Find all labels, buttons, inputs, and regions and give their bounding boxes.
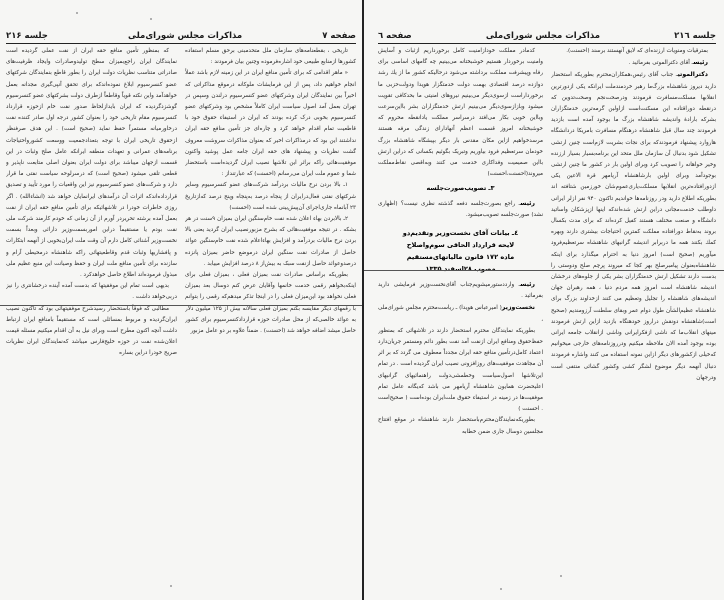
page-header xyxy=(378,27,716,44)
session-number: جلسه ۲۱٦ xyxy=(674,31,716,41)
speaker-paragraph xyxy=(378,279,543,302)
speaker-name: رئیس xyxy=(520,281,535,289)
running-title: مذاکرات مجلس شورای‌ملی xyxy=(485,31,601,41)
speaker-paragraph xyxy=(551,57,716,69)
column-left xyxy=(6,46,177,590)
paragraph: مطالبی که فوقاً باستحضار رسیدشرح موفقیتهائی بود که تاکنون نصیب ایران‌گردیده و مربوط بمسائلی است که مستقیماً بامنافع ایران ارتباط داشت آنچه اکنون مطرح است وبرای نیل به آن اقدام میکنیم مسئله قیمت اعلان‌شده نفت در حوزه خلیج‌فارس میباشد که‌نمایندگان ایران نظریات صریح خودرا دراین بساره xyxy=(6,305,177,357)
speaker-name: دکترالموتی xyxy=(677,71,708,79)
speaker-paragraph xyxy=(378,198,543,221)
paragraph: « ماهر اقدامی که برای تأمین منافع ایران در این زمینه لازم باشد عملاً انجام خواهیم داد، پس از این فرمایشات ملوکانه درموقع مذاکراتی که اخیراً بین نمایندگان ایران وشرکتهای عضو کنسرسیوم درلندن وسپس در تهران بعمل آمد اصول سیاست ایران کاملاً مشخص بود وشرکتهای عضو کنسرسیوم بخوبی درک کرده بودند که ایران در استیفاء حقوق خود با قاطعیت تمام اقدام خواهد کرد و چاره‌ای جز تأمین منافع حقه ایران نداشتند این بود که درمذاکرات اخیر که بعنوان مذاکرات سروشت معروف گشت نظریات و پیشنهاد های حقه ایران جامه عمل پوشید واکنون موفقیت‌هائی راکه براثر این تلاشها نصیب ایران گردیده‌است باستحضار شما و عموم ملت ایران می‌رسانم (احسنت) که عبارتنداز : xyxy=(185,70,356,178)
scan-noise xyxy=(76,12,78,14)
speaker-name: نخست‌وزیر xyxy=(501,304,535,312)
paragraph: بمترقیات ومنویات ارزنده‌ای که لایق آنهستند برسند (احسنت). xyxy=(566,48,708,54)
page-number: صفحه ۷ xyxy=(322,31,356,41)
paragraph: کدمادر مملکت خودازامنیت کامل برخورداریم ازثبات و آسایش وامنیت برخوردار هستیم خوشبختانه می‌بینیم چه گامهای اساسی برای رفاه وپیشرفت مملکت برداشته می‌شود درحالیکه کشور ما از یك رشد دوازده درصد اقتصادی بهمت دولت خدمتگزار هویدا ودولت‌حزبی ما برخورداراست ازسوی‌دیگر می‌بینیم نیروهای امنیتی ما بحدکافی تقویت میشود وبازازسوی‌دیگر می‌بینیم ارتش خدمتگزاران بشر بااین‌سرعت وبااین خوبی بکار می‌افتد درسراسر مملکت یادانقطه محروم که خوشبختانه امروز قسمت اعظم آنهادارای زندگی مرفه هستند مرسدخواهیم ازاین مکان مقدس بار دیگر بپیشگاه شاهنشاه بزرگ خودمان سرتعظیم فرود بیاوریم وتبریک بگوئیم بکسانی که دراین ارتش بااین صمیمیت وفداکاری خدمت می کنند وبه‌اقصی نقاط‌مملکت میروند(احسنت،احسنت) xyxy=(378,48,543,178)
paragraph: ۲ـ بالابردن بهاء اعلان شده نفت خام‌سنگین ایران بمیزان ۹سنت در هر بشکه . در نتیجه موفقیت‌هائی که بشرح مزبورنصیب ایران گردید یعنی بالا بردن نرخ مالیات بردرآمد و افزایش بهاءاعلام شده نفت خام‌سنگین عوائد حاصل از صادرات نفت سنگین ایران درموضع حاضر بمیزان پانزده درصدوعوائد حاصل ازنفت سبک به بیش‌از ۸ درصد افزایش مییابد . xyxy=(185,216,356,267)
section-heading: ۳ـ تصویب‌صورت‌جلسه xyxy=(426,184,495,193)
paragraph: بطوریکه نمایندگان محترم استحضار دارند در تلاشهائی که بمنظور حفظ‌حقوق ومنافع ایران ازنفت آمد نفت بطور دائم ومستمر جریان‌دارد اعتماد کامل‌درتأمین منافع حقه ایران مجدداً معطوف می گردد که بر اثر آن مجاهدت موفقیت‌های روزافزونی نصیب ایران گردیده است . در تمام این‌تلاشها اصول‌سیاست وخطمشی‌دولت راهنمائیهای گرانبهای اعلیحضرت همایون شاهنشاه آریامهر می باشد که‌یگانه عامل تمام موفقیت‌ها در زمینه در استیفاء حقوق ملت‌ایران بوده‌است ( صحیح‌است . احسنت ) xyxy=(378,327,543,413)
speech-text: ( امیرعباس هویدا) ـ ریاست‌محترم مجلس شورای‌ملی ، xyxy=(378,305,543,323)
heading-line: لایحه‌ قرارداد الحاقی سوم‌واصلاح xyxy=(406,241,515,250)
paragraph: بطوریکه براساس صادرات نفت بمیزان فعلی ، بمیزان فعلی برای اینکه‌بخواهم رقمی خدمت خانمها وآقایان عرض کنم دوسال بعد بمیزان فعلی نخواهد بود این‌میزان فعلی را در اینجا تذکر میدهم‌که رقمی را بتوانم با رقمهای دیگر مقایسه بکنم بمیزان فعلی سالانه بیش از ۱۲۵ میلیون دلار به عوائد خالصی‌که از محل صادرات حوزه قرارداد‌کنسرسیوم برای کشور حاصل میشد اضافه خواهد شد (احسنت) . ضمناً علاوه بر دو عامل مزبور xyxy=(185,272,356,335)
speech-text: ـ وارد‌دستور‌میشویم‌جناب آقای‌نخست‌وزیر فرمایشی دارید بفرمائید . xyxy=(378,282,543,300)
speaker-paragraph xyxy=(551,69,716,384)
running-title: مذاکرات مجلس شورای‌ملی xyxy=(127,31,243,41)
heading-line: ماده ۱۷۲ قانون مالیاتهای‌مستقیم xyxy=(406,253,515,262)
speaker-name: رئیس xyxy=(520,199,535,207)
speaker-name: رئیس xyxy=(693,59,708,67)
paragraph: بطوریکه‌نمایندگان‌محترم‌باستحضار دارند شاهنشاه در موقع افتتاح مجلسین دوسال جاری ضمن خطابه xyxy=(378,417,543,435)
heading-line: ٤ـ بیانات آقای نخست‌وزیر وتقدیم‌دو xyxy=(402,229,519,238)
column-right xyxy=(551,46,716,590)
scan-fold-line xyxy=(364,270,724,271)
speaker-paragraph xyxy=(378,302,543,325)
agenda-item-heading xyxy=(378,227,543,275)
column-right xyxy=(185,46,356,590)
session-number: جلسه ۲۱۶ xyxy=(6,31,48,41)
scan-noise xyxy=(150,18,152,20)
paragraph: تاریخی ، بقطعنامه‌های سازمان ملل متحد‌مبنی برحق مسلم استفاده کشورها ازمنابع طبیعی خود اشاره‌فرموده وچنین بیان فرمودند : xyxy=(185,48,356,66)
page-6 xyxy=(362,0,724,600)
page-header xyxy=(6,27,356,44)
paragraph: ۱ـ بالا بردن نرخ مالیات بردرآمد شرکت‌های عضو کنسرسیوم وسایر شرکتهای نفتی فعال‌درایران از پنجاه درصد به‌پنجاه وپنج درصد که‌ازتاریخ ۲۳ آبانماه جاری‌اجرای آن‌پیش‌بینی شده است (احسنت) xyxy=(185,182,356,211)
scan-noise xyxy=(500,588,502,590)
paragraph: که بمنظور تأمین منافع حقه ایران از نفت عملی گردیده است نمایندگان ایران راجع‌بمیزان سطح تولیدوصادرات وایجاد ظرفیت‌های صادراتی متناسب نظریات دولت ایران را بطور قاطع بنمایندگان شرکتهای عضو کنسرسیوم ابلاغ نموده‌اندکه برای تحقق آنپی‌گیری مجدانه بعمل خواهدآمد واین نکته قویاً وقاطعاً ازطرف دولت بشرکتهای عضو کنسرسیوم گوشزدگردیده که ایران بایدازلحاظ صدور نفت خام ازحوزه قرارداد کنسرسیوم مقام تاریخی خود را بعنوان کشور درجه اول صادر کننده نفت درخاورمیانه مستمراً حفظ نماید (صحیح است) . این هدف صرفنظر ازحقوق تاریخی ایران با توجه بتعدادجمعیت ووسعت کشورواحتیاجات برنامه‌های عمرانی و تعهدات منطقه ایرانکه عامل صلح وثبات در این قسمت ازجهان میباشد برای دولت ایران بعنوان اصلی متابعت ناپذیر و قطعی تلقی میشود (صحیح است) که درسرلوحه سیاست نفتی ما قرار دارد و شرکت‌های عضو کنسرسیوم نیز این واقعیات را مورد تأیید و تصدیق قرارداده‌اندکه اثرات آن درآمدهای ایرانمایان خواهد شد (انشاءالله) . اگر روزی خاطرات خودرا در تلاشهائیکه برای تأمین منافع حقه ایران از نفت بعمل آمده برشته تحریردر آورم از آن زمانی که خودم کارمند شرکت ملی نفت بودم یا مستقیماً دراین اموربسمت‌وزیر دارائی وبعداً بسمت نخست‌وزیر آشنائی کامل دارم آن وقت ملت ایران‌بخوبی از آنهمه ابتکارات و پافشاریها وثبات قدم وقاطعیتهائی راکه شاهنشاه درمحیطی آرام و سازنده برای تأمین منافع ملت ایران و حفظ وصیانت این منبع عظیم ملی مبذول فرموده‌اند اطلاع حاصل خواهدکرد . xyxy=(6,48,177,279)
scan-noise xyxy=(170,585,172,587)
speech-text: ـ آقای دکترالموتی بفرمائید . xyxy=(628,60,694,67)
speech-text: ـ جناب آقای رئیس،همکاران‌محترم بطوریکه استحضار دارید دیروز شاهنشاه بزرگ‌ما رهبر خردمندملت ایرانکه یکی ازدورترین انقلابها مسلکت‌مسافرت فرمودند ودرصحت‌نجم وصحت‌تدوین که درنقطه دوراقتاده این مسکنت‌است ازاولین گرمه‌ترین خدمتگزاران بشرکه بارادۀ واندیشه شاهنشاه بزرگ ما بوجود آمده است بازدید فرمودند چند سال قبل شاهنشاه درهنگام مسافرت بامریکا دردانشگاه هاروارد پیشنهاد فرمودندکه برای نجات بشریت لازم‌است چنین ارتشی تشکیل شود بدنبال آن سازمان ملل متحد این برنامه‌بسیار بسیار ارزنده وخیر خواهانه را تصویب کرد وبرای اولین بار در کشور ما چنین ارتشی بوجودآمد وبرای اولین بارشاهنشاه آریامهر قرة الاعین یکی ازدورافتاده‌ترین انقلابها مسلکت‌یاری‌عموم‌شان خورزمین شتافته اند بطوریکه اطلاع دارید ودر روزنامه‌ها خواندیم تاکنون ۹۴۰ نفر ازلر ایرانی داوطلب خدمت‌مجانی دراین ارتش شده‌اندکه اینها ازپزشکان واساتید دانشگاه و صنعت مختلف هستند کفیل کرده‌اند که برای مدت بکسال بروند به‌نقاط دورافتاده مملکت کمترین احتیاجات بیشتری دارند وبهره کمك بکنند همه ما دربرابر اندیشه گرانبهای شاهنشاه سرتعظیم‌فرود میآوریم (صحیح است) امروز دنیا به احترام میگذارد برای اینکه شاهنشاه‌بعنوان پیامبرصلح بهر کجا که میروند پرچم صلح ودوستی را بدست دارند تشکیل ارتش خدمتگزاران بشر یکی از جلوه‌های درخشان اندیشه شاهنشاه است امروز همه مردم دنیا ، همه رهبران جهان اندیشه‌های شاهنشاه را تجلیل وتعظیم می کنند ازخداوند بزرگ برای شاهنشاه عظیم‌الشأن طول دوام عمر وبقای سلطنت آرزومندیم (صحیح است)شاهنشاه دونقش دراروز خودهنگاه بازدید ازاین ارتش فرمودند مینهای انقلاب‌ما که ناشی ازفکرایرانی وناشی ازانقلاب جامعه ایرانی بوده بوجود آمده الان ملاحظه میکنیم ودرروزنامه‌های خارجی میخوانیم که‌خیلی ازکشورهای دیگر ازاین نمونه استفاده می کنند واشاره فرمودند دنبال آنهمه دیگر موضوع لشگر کشی وکشور گشائی منتفی است ودرجهان xyxy=(551,72,716,381)
paragraph: بدیهی است تمام این موفقیتها که بدست آمده آینده درخشانتری را نیز دربی‌خواهد داشت . xyxy=(6,283,177,301)
text-columns xyxy=(6,46,356,590)
speech-text: ـ راجع بصورت‌جلسه دفعه گذشته نظری نیست؟ (اظهاری نشد) صورت‌جلسه تصویب‌میشود. xyxy=(378,200,543,218)
scan-noise xyxy=(560,575,562,577)
scan-fold-line xyxy=(0,305,362,306)
column-left xyxy=(378,46,543,590)
text-columns xyxy=(378,46,716,590)
page-number: صفحه ٦ xyxy=(378,31,412,41)
